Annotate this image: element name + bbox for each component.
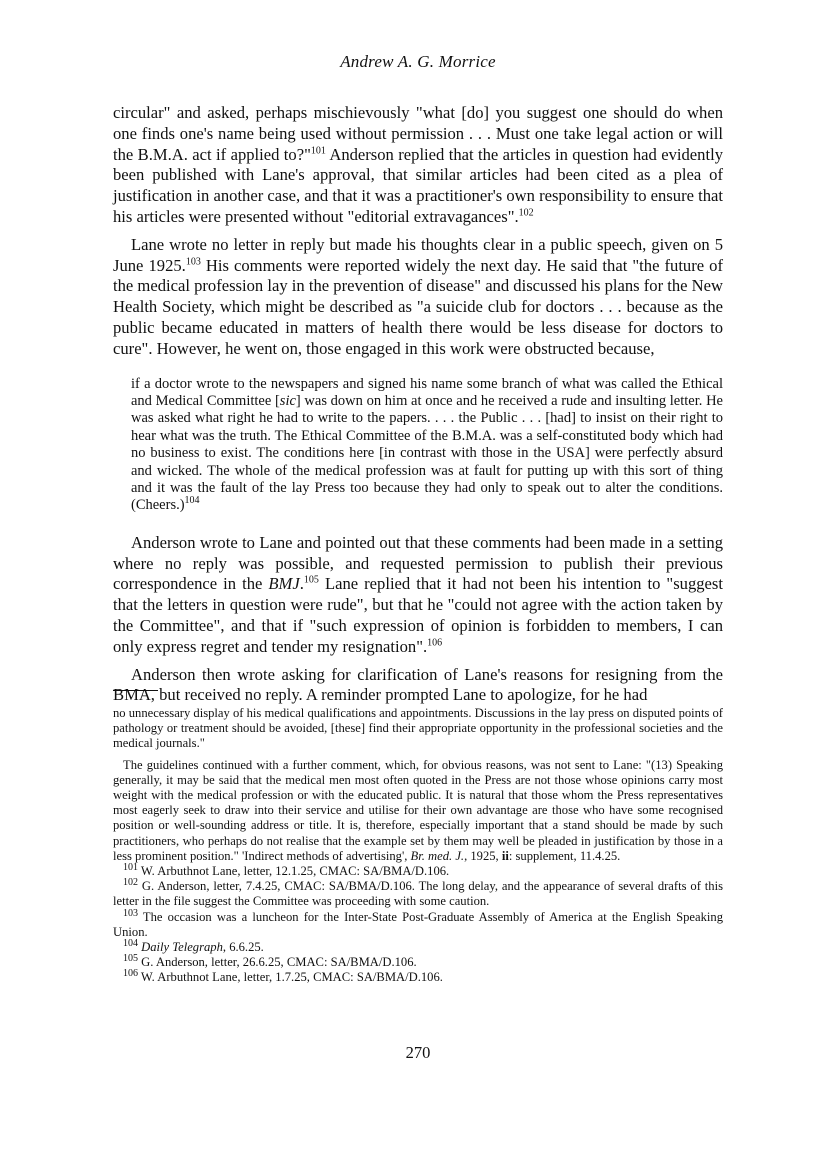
- paragraph-3: Anderson wrote to Lane and pointed out that these comments had been made in a setting where no reply was possible, and requested permission to publish their previous correspondence in the BMJ.$^{105}$ Lane replied that it had not been his intention to "suggest that the letters in question were rude", but that he "could not agree with the action taken by the Committee", and that if "such expression of opinion is forbidden to members, I can only express regret and tender my resignation".$^{106}$: [113, 532, 723, 656]
- paragraph-4: Anderson then wrote asking for clarification of Lane's reasons for resigning from the BMA, but received no reply. A reminder prompted Lane to apologize, for he had: [113, 664, 723, 705]
- footnote-continuation: no unnecessary display of his medical qualifications and appointments. Discussions in the lay press on disputed points of pathology or treatment should be avoided, [these] find their appropriate opportunity in the professional societies and the medical journals.": [113, 706, 723, 751]
- footnote-102: $^{102}$ G. Anderson, letter, 7.4.25, CMAC: SA/BMA/D.106. The long delay, and the appearance of several drafts of this letter in the file suggest the Committee was proceeding with some caution.: [113, 877, 723, 909]
- footnote-104: $^{104}$ Daily Telegraph, 6.6.25.: [123, 937, 264, 955]
- footnote-ref-102: 102: [518, 207, 534, 219]
- footnote-continuation-2: The guidelines continued with a further comment, which, for obvious reasons, was not sent to Lane: "(13) Speaking generally, it may be said that the medical men most often quoted in the Press are not those whose opinions carry most weight with the medical profession or with the educated public. It is natural that those whom the Press representatives most eagerly seek to draw into their service and utilise for their own advantage are those who have some recognised position or well-sounding address or title. It is, therefore, especially important that a stand should be made by such practitioners, who perhaps do not realise that the example set by them may well be pleaded in justification by those in a less prominent position." 'Indirect methods of advertising', Br. med. J., 1925, ii: supplement, 11.4.25.: [113, 757, 723, 863]
- footnotes: [113, 706, 723, 986]
- block-quote: if a doctor wrote to the newspapers and signed his name some branch of what was called the Ethical and Medical Committee [sic] was down on him at once and he received a rude and insulting letter. He was asked what right he had to write to the papers. . . . the Public . . . [had] to insist on their right to hear what was the truth. The Ethical Committee of the B.M.A. was a self-constituted body which had no business to exist. The conditions here [in contrast with those in the USA] were perfectly absurd and wicked. The whole of the medical profession was at fault for putting up with this sort of thing and it was the fault of the lay Press too because they had only to speak out to alter the conditions. (Cheers.)$^{104}$: [131, 375, 723, 514]
- footnote-105: $^{105}$ G. Anderson, letter, 26.6.25, CMAC: SA/BMA/D.106.: [123, 953, 417, 970]
- footnote-ref-104: 104: [184, 495, 200, 507]
- footnote-103: $^{103}$ The occasion was a luncheon for the Inter-State Post-Graduate Assembly of America at the English Speaking Union.: [113, 907, 723, 939]
- paragraph-1: circular" and asked, perhaps mischievously "what [do] you suggest one should do when one finds one's name being used without permission . . . Must one take legal action or will the B.M.A. act if applied to?"$^{101}$ Anderson replied that the articles in question had evidently been published with Lane's approval, that similar articles had been cited as a plea of justification in another case, and that it was a practitioner's own responsibility to ensure that his articles were presented without "editorial extravagances".$^{102}$: [113, 103, 723, 226]
- footnote-ref-105: 105: [303, 574, 319, 586]
- footnote-ref-103: 103: [185, 256, 201, 268]
- page-number: 270: [405, 1043, 431, 1062]
- paragraph-2: Lane wrote no letter in reply but made his thoughts clear in a public speech, given on 5 June 1925.$^{103}$ His comments were reported widely the next day. He said that "the future of the medical profession lay in the prevention of disease" and discussed his plans for the New Health Society, which might be described as "a suicide club for doctors . . . because as the public became educated in matters of health there would be less disease for doctors to cure". However, he went on, those engaged in this work were obstructed because,: [113, 234, 724, 358]
- footnote-101: $^{101}$ W. Arbuthnot Lane, letter, 12.1.25, CMAC: SA/BMA/D.106.: [123, 861, 450, 879]
- page: [113, 0, 723, 1161]
- running-head: Andrew A. G. Morrice: [340, 52, 496, 71]
- footnote-106: $^{106}$ W. Arbuthnot Lane, letter, 1.7.25, CMAC: SA/BMA/D.106.: [123, 968, 443, 985]
- footnote-ref-101: 101: [310, 145, 326, 157]
- footnote-ref-106: 106: [427, 637, 443, 649]
- body-text: [113, 103, 723, 713]
- footnote-rule: [113, 690, 158, 691]
